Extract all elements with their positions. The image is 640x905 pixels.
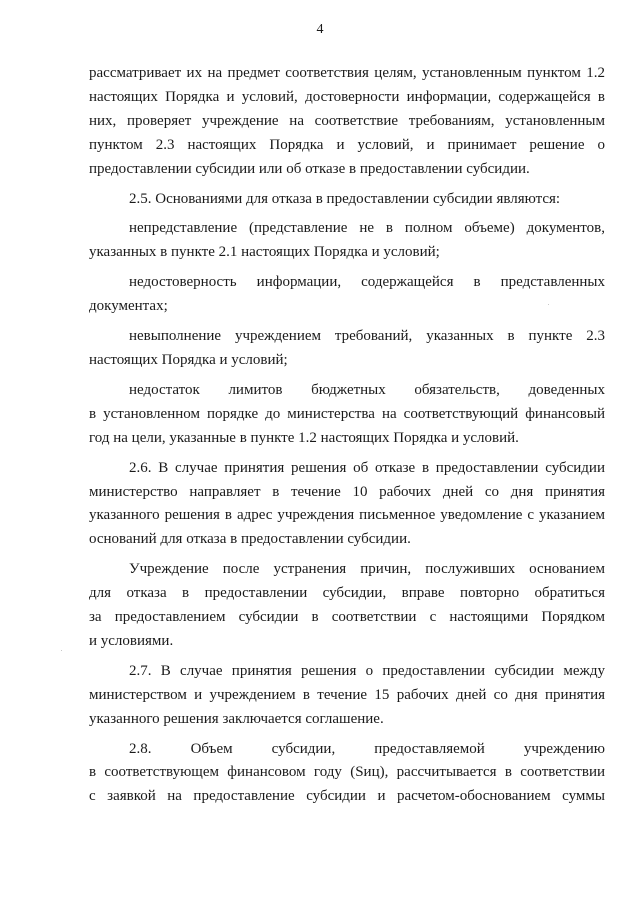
paragraph-nepredstavlenie: [89, 217, 605, 265]
text-line: недостаток лимитов бюджетных обязательств, доведенных: [129, 381, 605, 398]
page-number: 4: [316, 22, 324, 37]
paragraph-uchrezhdenie: [89, 558, 605, 654]
text-line: в установленном порядке до министерства на соответствующий финансовый: [89, 405, 605, 422]
text-line: Учреждение после устранения причин, послуживших основанием: [129, 561, 605, 578]
text-line: 2.5. Основаниями для отказа в предоставлении субсидии являются:: [129, 190, 561, 207]
scan-speck: [61, 650, 62, 651]
text-line: и условиями.: [89, 632, 174, 649]
text-line: указанного решения заключается соглашение.: [89, 710, 384, 727]
document-body: [89, 62, 605, 809]
paragraph-nedostovernost: [89, 271, 605, 319]
text-line: министерство направляет в течение 10 рабочих дней со дня принятия: [89, 483, 605, 500]
paragraph-nevypolnenie: [89, 325, 605, 373]
text-line: год на цели, указанные в пункте 1.2 настоящих Порядка и условий.: [89, 429, 519, 446]
paragraph-nedostatok: [89, 379, 605, 451]
text-line: предоставлении субсидии или об отказе в предоставлении субсидии.: [89, 160, 530, 177]
text-line: них, проверяет учреждение на соответствие требованиям, установленным: [89, 112, 605, 129]
text-line: 2.6. В случае принятия решения об отказе в предоставлении субсидии: [129, 459, 605, 476]
text-line: за предоставлением субсидии в соответствии с настоящими Порядком: [89, 609, 605, 626]
paragraph-continuation: [89, 62, 605, 182]
text-line: 2.8. Объем субсидии, предоставляемой учреждению: [129, 740, 605, 757]
text-line: в соответствующем финансовом году (Sиц), рассчитывается в соответствии: [89, 764, 605, 781]
paragraph-2-8: [89, 738, 605, 810]
text-line: с заявкой на предоставление субсидии и расчетом-обоснованием суммы: [89, 788, 605, 805]
paragraph-2-7: [89, 660, 605, 732]
text-line: указанного решения в адрес учреждения письменное уведомление с указанием: [89, 507, 605, 524]
paragraph-2-5: [89, 188, 605, 212]
text-line: невыполнение учреждением требований, указанных в пункте 2.3: [129, 328, 605, 345]
text-line: настоящих Порядка и условий, достоверности информации, содержащейся в: [89, 88, 605, 105]
text-line: настоящих Порядка и условий;: [89, 351, 288, 368]
paragraph-2-6: [89, 457, 605, 553]
text-line: министерством и учреждением в течение 15 рабочих дней со дня принятия: [89, 686, 605, 703]
text-line: оснований для отказа в предоставлении субсидии.: [89, 531, 411, 548]
text-line: недостоверность информации, содержащейся в представленных: [129, 274, 605, 291]
scan-speck: [548, 304, 549, 305]
text-line: для отказа в предоставлении субсидии, вправе повторно обратиться: [89, 585, 605, 602]
text-line: документах;: [89, 298, 168, 315]
text-line: непредставление (представление не в полном объеме) документов,: [129, 220, 605, 237]
text-line: указанных в пункте 2.1 настоящих Порядка и условий;: [89, 244, 440, 261]
text-line: пунктом 2.3 настоящих Порядка и условий, и принимает решение о: [89, 136, 605, 153]
text-line: рассматривает их на предмет соответствия целям, установленным пунктом 1.2: [89, 65, 605, 81]
text-line: 2.7. В случае принятия решения о предоставлении субсидии между: [129, 662, 605, 679]
